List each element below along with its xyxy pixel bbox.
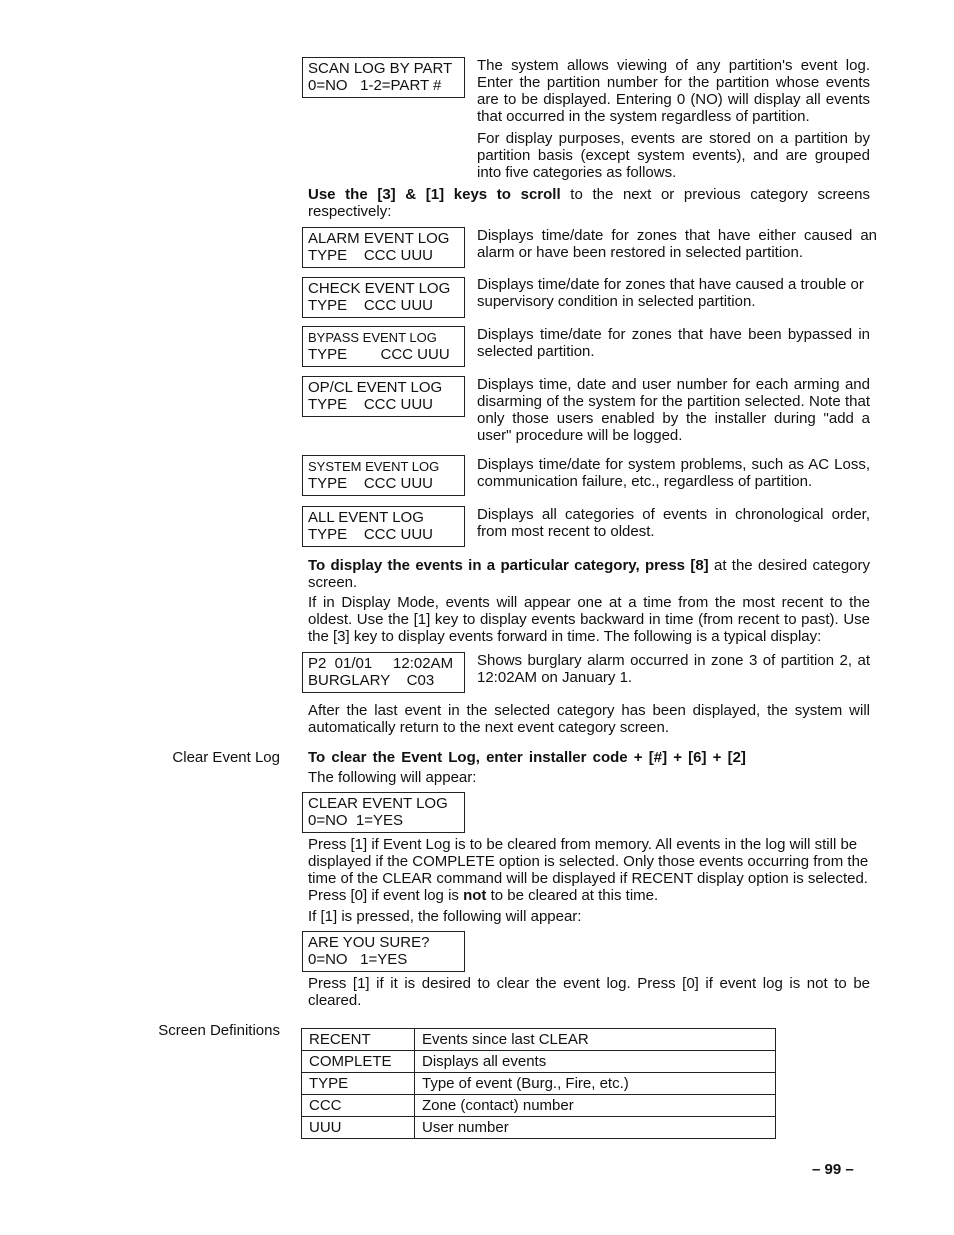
if-1-text: If [1] is pressed, the following will appear: [308,908,582,925]
lcd-line-1: CHECK EVENT LOG [308,280,451,297]
lcd-line-2: TYPE CCC UUU [308,526,434,543]
term-cell: COMPLETE [302,1051,415,1073]
press-1-text-a: Press [1] if Event Log is to be cleared from memory. All events in the log will still be displayed if the COMPLETE option is selected. Only those events occurring from the time of the CLEAR command will be displayed if RECENT display option is selected. Press [0] if event log is [308,836,869,904]
table-row [302,1117,776,1139]
definition-cell: Zone (contact) number [415,1095,776,1117]
lcd-line-1: SCAN LOG BY PART [308,60,453,77]
bypass-description: Displays time/date for zones that have been bypassed in selected partition. [477,326,870,360]
lcd-check-event-log [302,277,465,318]
lcd-system-event-log [302,455,465,496]
lcd-line-2: TYPE CCC UUU [308,346,450,363]
display-instruction [308,557,870,591]
lcd-line-1: CLEAR EVENT LOG [308,795,448,812]
table-row [302,1051,776,1073]
lcd-line-1: SYSTEM EVENT LOG [308,459,440,474]
typical-description: Shows burglary alarm occurred in zone 3 of partition 2, at 12:02AM on January 1. [477,652,870,686]
press-1-paragraph [308,836,870,904]
lcd-line-2: TYPE CCC UUU [308,297,434,314]
lcd-line-2: TYPE CCC UUU [308,396,434,413]
press-1-not: not [463,887,487,904]
scan-description-2: For display purposes, events are stored on a partition by partition basis (except system events), and are grouped into five categories as follows. [477,130,870,181]
lcd-line-2: 0=NO 1=YES [308,951,408,968]
clear-event-log-heading: Clear Event Log [172,749,280,766]
definition-cell: Type of event (Burg., Fire, etc.) [415,1073,776,1095]
definitions-table [301,1028,776,1139]
lcd-alarm-event-log [302,227,465,268]
scroll-bold: Use the [3] & [1] keys to scroll [308,186,561,203]
scan-description-1: The system allows viewing of any partition's event log. Enter the partition number for the partition whose events are to be displayed. Entering 0 (NO) will display all events that occurred in the system regardless of partition. [477,57,870,125]
term-cell: CCC [302,1095,415,1117]
term-cell: RECENT [302,1029,415,1051]
lcd-typical-display [302,652,465,693]
lcd-all-event-log [302,506,465,547]
page-number: – 99 – [812,1161,854,1178]
screen-definitions-heading: Screen Definitions [158,1022,280,1039]
lcd-scan-log [302,57,465,98]
check-description: Displays time/date for zones that have caused a trouble or supervisory condition in selected partition. [477,276,864,310]
following-text: The following will appear: [308,769,477,786]
scroll-rest: to the next or previous category screens respectively: [308,186,870,220]
press-final-paragraph: Press [1] if it is desired to clear the event log. Press [0] if event log is not to be cleared. [308,975,870,1009]
lcd-line-1: ALL EVENT LOG [308,509,424,526]
display-mode-paragraph: If in Display Mode, events will appear one at a time from the most recent to the oldest. Use the [1] key to display events backward in time (from recent to past). Use the [3] key to display events forward in time. The following is a typical display: [308,594,870,645]
press-1-text-b: to be cleared at this time. [486,887,659,904]
definition-cell: User number [415,1117,776,1139]
clear-bold: To clear the Event Log, enter installer code + [#] + [6] + [2] [308,749,746,766]
display-rest: at the desired category screen. [308,557,870,591]
all-description: Displays all categories of events in chronological order, from most recent to oldest. [477,506,870,540]
lcd-line-2: BURGLARY C03 [308,672,435,689]
lcd-line-1: ARE YOU SURE? [308,934,430,951]
lcd-line-2: 0=NO 1-2=PART # [308,77,442,94]
display-bold: To display the events in a particular category, press [8] [308,557,709,574]
alarm-description: Displays time/date for zones that have either caused an alarm or have been restored in selected partition. [477,227,877,261]
lcd-line-1: ALARM EVENT LOG [308,230,450,247]
lcd-line-1: P2 01/01 12:02AM [308,655,454,672]
lcd-line-2: 0=NO 1=YES [308,812,404,829]
scroll-instruction [308,186,870,220]
after-last-paragraph: After the last event in the selected category has been displayed, the system will automatically return to the next event category screen. [308,702,870,736]
table-row [302,1029,776,1051]
definition-cell: Displays all events [415,1051,776,1073]
opcl-description: Displays time, date and user number for each arming and disarming of the system for the partition selected. Note that only those users enabled by the installer during "add a user" procedure will be logged. [477,376,870,444]
system-description: Displays time/date for system problems, such as AC Loss, communication failure, etc., regardless of partition. [477,456,870,490]
lcd-clear-event-log [302,792,465,833]
clear-instruction [308,749,870,766]
lcd-bypass-event-log [302,326,465,367]
lcd-opcl-event-log [302,376,465,417]
term-cell: UUU [302,1117,415,1139]
definition-cell: Events since last CLEAR [415,1029,776,1051]
lcd-line-2: TYPE CCC UUU [308,475,434,492]
lcd-are-you-sure [302,931,465,972]
lcd-line-2: TYPE CCC UUU [308,247,434,264]
term-cell: TYPE [302,1073,415,1095]
lcd-line-1: BYPASS EVENT LOG [308,330,437,345]
table-row [302,1073,776,1095]
lcd-line-1: OP/CL EVENT LOG [308,379,443,396]
table-row [302,1095,776,1117]
